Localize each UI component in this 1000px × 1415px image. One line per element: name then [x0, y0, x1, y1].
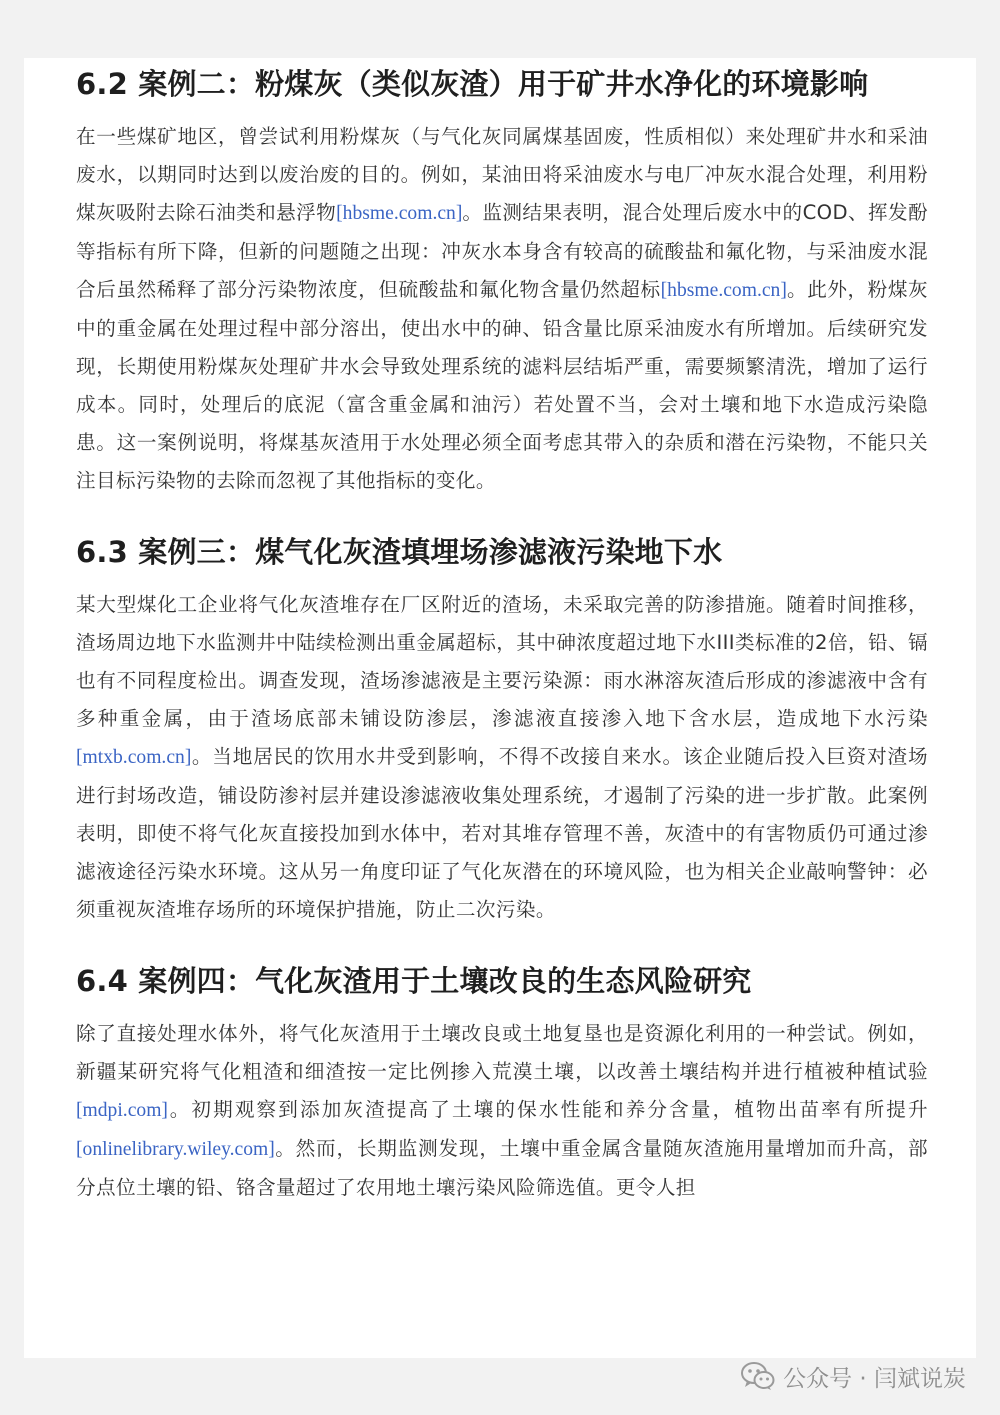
citation-link[interactable]: [mdpi.com] — [76, 1100, 168, 1121]
paragraph-text: 某大型煤化工企业将气化灰渣堆存在厂区附近的渣场，未采取完善的防渗措施。随着时间推移，渣场周边地下水监测井中陆续检测出重金属超标，其中砷浓度超过地下水III类标准的2倍，铅、镉也有不同程度检出。调查发现，渣场渗滤液是主要污染源：雨水淋溶灰渣后形成的渗滤液中含有多种重金属，由于渣场底部未铺设防渗层，渗滤液直接渗入地下含水层，造成地下水污染 — [76, 593, 928, 730]
section-paragraph — [76, 586, 928, 929]
section-title: 6.2 案例二：粉煤灰（类似灰渣）用于矿井水净化的环境影响 — [76, 67, 869, 101]
watermark-text: 公众号 · 闫斌说炭 — [783, 1365, 966, 1392]
paragraph-text: 。监测结果表明，混合处理后废水中的COD、挥发酚等指标有所下降，但新的问题随之出现：冲灰水本身含有较高的硫酸盐和氟化物，与采油废水混合后虽然稀释了部分污染物浓度，但硫酸盐和氟化物含量仍然超标 — [76, 201, 928, 301]
citation-link[interactable]: [mtxb.com.cn] — [76, 747, 192, 768]
section-6-2 — [76, 64, 928, 500]
paragraph-text: 。当地居民的饮用水井受到影响，不得不改接自来水。该企业随后投入巨资对渣场进行封场改造，铺设防渗衬层并建设渗滤液收集处理系统，才遏制了污染的进一步扩散。此案例表明，即使不将气化灰直接投加到水体中，若对其堆存管理不善，灰渣中的有害物质仍可通过渗滤液途径污染水环境。这从另一角度印证了气化灰潜在的环境风险，也为相关企业敲响警钟：必须重视灰渣堆存场所的环境保护措施，防止二次污染。 — [76, 745, 928, 921]
section-paragraph — [76, 118, 928, 500]
section-6-3 — [76, 532, 928, 929]
section-title: 6.4 案例四：气化灰渣用于土壤改良的生态风险研究 — [76, 964, 752, 998]
article-content — [76, 58, 928, 1239]
paragraph-text: 。此外，粉煤灰中的重金属在处理过程中部分溶出，使出水中的砷、铅含量比原采油废水有所增加。后续研究发现，长期使用粉煤灰处理矿井水会导致处理系统的滤料层结垢严重，需要频繁清洗，增加了运行成本。同时，处理后的底泥（富含重金属和油污）若处置不当，会对土壤和地下水造成污染隐患。这一案例说明，将煤基灰渣用于水处理必须全面考虑其带入的杂质和潜在污染物，不能只关注目标污染物的去除而忽视了其他指标的变化。 — [76, 278, 928, 492]
paragraph-text: 除了直接处理水体外，将气化灰渣用于土壤改良或土地复垦也是资源化利用的一种尝试。例如，新疆某研究将气化粗渣和细渣按一定比例掺入荒漠土壤，以改善土壤结构并进行植被种植试验 — [76, 1022, 928, 1083]
section-6-4 — [76, 961, 928, 1207]
article-page — [24, 58, 976, 1358]
section-paragraph — [76, 1015, 928, 1207]
paragraph-text: 在一些煤矿地区，曾尝试利用粉煤灰（与气化灰同属煤基固废，性质相似）来处理矿井水和采油废水，以期同时达到以废治废的目的。例如，某油田将采油废水与电厂冲灰水混合处理，利用粉煤灰吸附去除石油类和悬浮物 — [76, 125, 928, 224]
section-title: 6.3 案例三：煤气化灰渣填埋场渗滤液污染地下水 — [76, 535, 723, 569]
paragraph-text: 。初期观察到添加灰渣提高了土壤的保水性能和养分含量，植物出苗率有所提升 — [167, 1098, 928, 1121]
wechat-icon — [741, 1361, 775, 1391]
citation-link[interactable]: [hbsme.com.cn] — [336, 203, 463, 224]
citation-link[interactable]: [hbsme.com.cn] — [660, 280, 787, 301]
citation-link[interactable]: [onlinelibrary.wiley.com] — [76, 1139, 275, 1160]
paragraph-text: 。然而，长期监测发现，土壤中重金属含量随灰渣施用量增加而升高，部分点位土壤的铅、铬含量超过了农用地土壤污染风险筛选值。更令人担 — [76, 1137, 928, 1199]
watermark — [741, 1356, 966, 1396]
